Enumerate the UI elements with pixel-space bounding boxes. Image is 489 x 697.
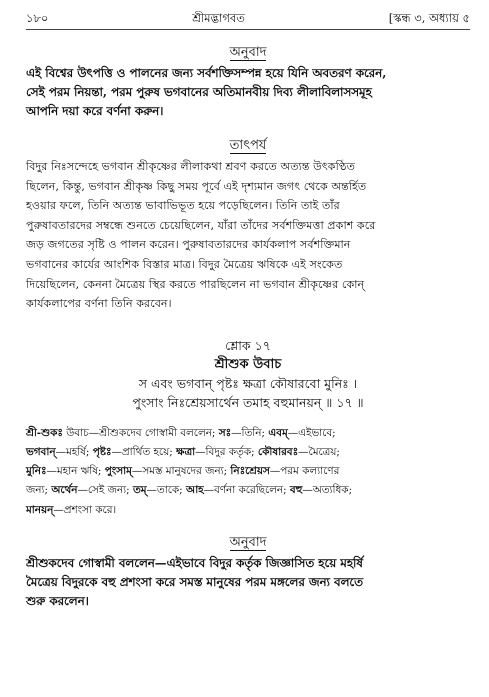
synonym-meaning: —বিদুর কর্তৃক;	[195, 445, 258, 458]
book-title: শ্রীমদ্ভাগবত	[192, 11, 245, 25]
purport-line: ভগবানের কার্যের আংশিক বিস্তার মাত্র। বিদুর মৈত্রেয় ঋষিকে এই সংকেত	[26, 257, 343, 271]
synonym-line	[26, 424, 470, 443]
synonym-word: আহ	[185, 484, 204, 497]
verse-line: স এবং ভগবান্ পৃষ্টঃ ক্ষত্রা কৌষারবো মুনিঃ ।	[138, 375, 358, 391]
synonym-word: অর্থেন	[51, 484, 78, 497]
section-heading-purport: তাৎপর্য	[229, 138, 267, 153]
translation-block	[26, 64, 470, 121]
synonym-meaning: —সেই জন্য;	[77, 484, 133, 497]
synonym-meaning: —তিনি;	[231, 426, 269, 439]
purport-line: ছিলেন, কিন্তু, ভগবান শ্রীকৃষ্ণ কিছু সময় পূর্বে এই দৃশ্যমান জগৎ থেকে অন্তর্হিত	[26, 179, 367, 193]
synonym-meaning: —অত্যধিক;	[302, 484, 353, 497]
purport-line: হওয়ার ফলে, তিনি অত্যন্ত ভাবাভিভূত হয়ে পড়েছিলেন। তিনি তাই তাঁর	[26, 199, 340, 213]
synonym-word: পুংসাম্	[104, 465, 132, 478]
synonym-meaning: —পরম কল্যাণের	[269, 465, 340, 478]
synonyms-block	[26, 424, 470, 520]
translation-line: সেই পরম নিয়ন্তা, পরম পুরুষ ভগবানের অতিমানবীয় দিব্য লীলাবিলাসসমূহ	[26, 85, 372, 99]
synonym-line	[26, 481, 470, 500]
synonym-word: সঃ	[218, 426, 232, 439]
synonym-meaning: —মহান ঋষি;	[46, 465, 105, 478]
synonym-meaning: জন্য;	[26, 484, 52, 497]
page-number: ১৮০	[26, 11, 49, 25]
section-heading-translation: অনুবাদ	[229, 45, 267, 60]
synonym-line	[26, 443, 470, 462]
verse-speaker: শ্রীশুক উবাচ	[214, 356, 282, 372]
synonym-word: কৌষারবঃ	[257, 445, 299, 458]
synonym-word: বহু	[289, 484, 303, 497]
synonym-meaning: —প্রশংসা করে।	[53, 503, 117, 516]
synonym-meaning: —মৈত্রেয়;	[298, 445, 340, 458]
synonym-meaning: —বর্ণনা করেছিলেন;	[203, 484, 290, 497]
synonym-meaning: —মহর্ষি;	[55, 445, 93, 458]
synonym-meaning: —প্রার্থিত হয়ে;	[111, 445, 177, 458]
running-header	[26, 8, 470, 30]
synonym-word: শ্রী-শুকঃ	[26, 426, 63, 439]
translation-line: আপনি দয়া করে বর্ণনা করুন।	[26, 104, 164, 118]
synonym-word: মুনিঃ	[26, 465, 47, 478]
synonym-word: পৃষ্টঃ	[92, 445, 112, 458]
synonym-line	[26, 462, 470, 481]
synonym-meaning: —এইভাবে;	[287, 426, 336, 439]
synonym-word: এবম্	[268, 426, 288, 439]
purport-block	[26, 157, 470, 314]
page	[26, 8, 470, 611]
synonym-word: ভগবান্	[26, 445, 56, 458]
synonym-meaning: —সমস্ত মানুষদের জন্য;	[131, 465, 231, 478]
synonym-line	[26, 501, 470, 520]
synonym-word: ক্ষত্রা	[176, 445, 196, 458]
synonym-word: মানয়ন্	[26, 503, 54, 516]
purport-line: দিয়েছিলেন, কেননা মৈত্রেয় স্থির করতে পারছিলেন না ভগবান শ্রীকৃষ্ণের কোন্	[26, 277, 365, 291]
verse-line: পুংসাং নিঃশ্রেয়সার্থেন তমাহ বহুমানয়ন্ ॥ ১৭ ॥	[132, 394, 364, 410]
purport-line: বিদুর নিঃসন্দেহে ভগবান শ্রীকৃষ্ণের লীলাকথা শ্রবণ করতে অত্যন্ত উৎকণ্ঠিত	[26, 160, 355, 173]
purport-line: কার্যকলাপের বর্ণনা তিনি করবেন।	[26, 297, 172, 311]
translation-line: এই বিশ্বের উৎপত্তি ও পালনের জন্য সর্বশক্তিসম্পন্ন হয়ে যিনি অবতরণ করেন,	[26, 66, 387, 80]
purport-line: জড় জগতের সৃষ্টি ও পালন করেন। পুরুষাবতারদের কার্যকলাপ সর্বশক্তিমান	[26, 238, 351, 252]
purport-line: পুরুষাবতারদের সম্বন্ধে শুনতে চেয়েছিলেন, যাঁরা তাঁদের সর্বশক্তিমত্তা প্রকাশ করে	[26, 218, 376, 232]
synonym-word: নিঃশ্রেয়স	[230, 465, 270, 478]
verse-translation-line: শুরু করলেন।	[26, 593, 89, 608]
verse-block	[26, 336, 470, 412]
chapter-reference: [স্কন্ধ ৩, অধ্যায় ৫	[388, 11, 470, 25]
verse-translation-block	[26, 554, 470, 611]
verse-translation-line: শ্রীশুকদেব গোস্বামী বললেন—এইভাবে বিদুর কর্তৃক জিজ্ঞাসিত হয়ে মহর্ষি	[26, 555, 363, 570]
verse-translation-line: মৈত্রেয় বিদুরকে বহু প্রশংসা করে সমস্ত মানুষের পরম মঙ্গলের জন্য বলতে	[26, 574, 364, 589]
section-heading-translation-2: অনুবাদ	[229, 534, 267, 550]
synonym-word: তম্	[132, 484, 147, 497]
verse-number: শ্লোক ১৭	[225, 337, 271, 353]
synonym-meaning: উবাচ—শ্রীশুকদেব গোস্বামী বললেন;	[62, 426, 219, 439]
synonym-meaning: —তাকে;	[146, 484, 186, 497]
